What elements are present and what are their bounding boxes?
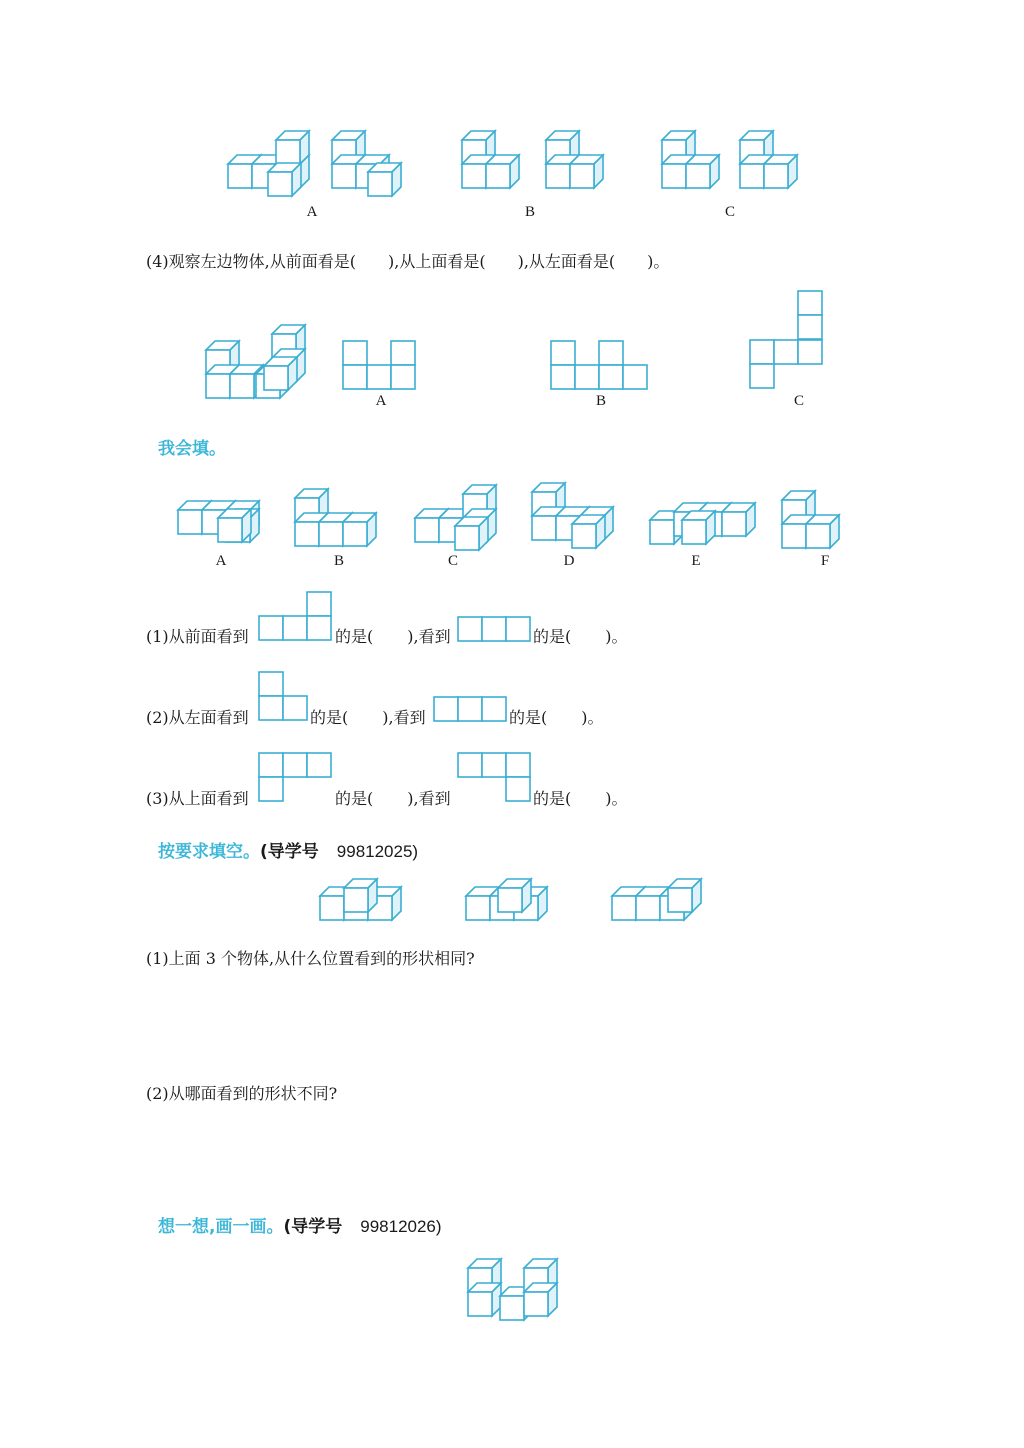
q4-text-4: )。 <box>647 252 670 271</box>
q4-question <box>146 249 669 272</box>
fill-q3-mid <box>335 786 451 809</box>
q4-option-b-label: B <box>595 393 606 409</box>
fill-q3-tail <box>533 786 628 809</box>
cube-front-face <box>218 518 242 542</box>
shape-c-figure <box>413 480 513 552</box>
cube-front-face <box>230 374 254 398</box>
fill-q3-prefix: (3)从上面看到 <box>146 789 249 808</box>
shape-f-figure <box>780 486 860 552</box>
fill-q2-end: )。 <box>581 708 604 727</box>
q4-option-c-view <box>748 290 828 392</box>
fill-q2-mid1: 的是( <box>310 708 349 727</box>
cube-front-face <box>276 140 300 164</box>
section-fill-title: 我会填。 <box>158 439 226 459</box>
fill-q3-mid3: 的是( <box>533 789 572 808</box>
cube-front-face <box>486 164 510 188</box>
q4-option-b-view <box>550 340 654 392</box>
cube-front-face <box>612 896 636 920</box>
top-option-b-figure <box>460 128 610 200</box>
cube-front-face <box>319 522 343 546</box>
cube-front-face <box>682 520 706 544</box>
cube-front-face <box>206 374 230 398</box>
top-option-a-figure <box>226 128 416 200</box>
fill-q3-mid1: 的是( <box>335 789 374 808</box>
q4-text-2: ),从上面看是( <box>388 252 486 271</box>
cube-front-face <box>455 526 479 550</box>
fill-q2-mid3: 的是( <box>509 708 548 727</box>
q4-option-a-label: A <box>375 393 387 409</box>
fill-q1-view-2 <box>457 616 537 644</box>
shape-f-label: F <box>820 553 830 569</box>
fill-q1-mid2: ),看到 <box>407 627 451 646</box>
shape-c-label: C <box>447 553 458 569</box>
fill-q1-prefix: (1)从前面看到 <box>146 627 249 646</box>
fill-q2-view-2 <box>433 696 513 724</box>
cube-front-face <box>498 888 522 912</box>
shape-b-label: B <box>333 553 344 569</box>
q4-text-3: ),从左面看是( <box>517 252 616 271</box>
fill-q1-mid1: 的是( <box>335 627 374 646</box>
q4-option-c-label: C <box>793 393 804 409</box>
cube-front-face <box>368 172 392 196</box>
shape-b-figure <box>293 484 393 552</box>
cube-front-face <box>462 164 486 188</box>
fill-q2-prefix: (2)从左面看到 <box>146 708 249 727</box>
fill-q2-tail <box>509 705 604 728</box>
cube-front-face <box>524 1292 548 1316</box>
cube-front-face <box>343 522 367 546</box>
cube-front-face <box>570 164 594 188</box>
top-option-c-figure <box>660 128 810 200</box>
cube-front-face <box>546 164 570 188</box>
top-option-a-label: A <box>306 204 318 220</box>
fill-q1-mid <box>335 624 451 647</box>
section-draw-heading: 想一想,画一画。 <box>158 1217 284 1237</box>
cube-front-face <box>722 512 746 536</box>
req-question-2: (2)从哪面看到的形状不同? <box>146 1084 338 1103</box>
cube-front-face <box>264 366 288 390</box>
shape-a-figure <box>176 490 276 552</box>
cube-front-face <box>764 164 788 188</box>
fill-q1-tail <box>533 624 628 647</box>
shape-d-label: D <box>563 553 575 569</box>
fill-q3-view-1 <box>258 752 338 804</box>
req-object-3 <box>610 878 706 926</box>
section-requirements-heading: 按要求填空。 <box>158 842 260 862</box>
cube-front-face <box>662 164 686 188</box>
section-draw-ref-number: 99812026) <box>360 1217 442 1236</box>
fill-q2-mid2: ),看到 <box>382 708 426 727</box>
fill-q1-view-1 <box>258 591 338 643</box>
section-requirements-title <box>158 837 418 862</box>
cube-front-face <box>782 524 806 548</box>
fill-q3-mid2: ),看到 <box>407 789 451 808</box>
q4-option-a-view <box>342 340 422 392</box>
section-requirements-ref-label: (导学号 <box>260 842 319 862</box>
fill-q1-mid3: 的是( <box>533 627 572 646</box>
cube-front-face <box>268 172 292 196</box>
cube-front-face <box>740 164 764 188</box>
req-object-1 <box>318 878 408 926</box>
fill-q3-view-2 <box>457 752 537 804</box>
section-requirements-ref-number: 99812025) <box>336 842 419 861</box>
fill-q2-mid <box>310 705 426 728</box>
req-object-2 <box>464 878 554 926</box>
cube-front-face <box>532 516 556 540</box>
cube-front-face <box>686 164 710 188</box>
top-option-b-label: B <box>524 204 535 220</box>
fill-q2-view-1 <box>258 671 314 723</box>
cube-front-face <box>320 896 344 920</box>
top-option-c-label: C <box>724 204 735 220</box>
cube-front-face <box>178 510 202 534</box>
section-draw-ref-label: (导学号 <box>283 1217 343 1237</box>
cube-front-face <box>500 1296 524 1320</box>
cube-front-face <box>415 518 439 542</box>
fill-q1-end: )。 <box>605 627 628 646</box>
cube-front-face <box>668 888 692 912</box>
shape-a-label: A <box>215 553 227 569</box>
q4-object-figure <box>198 322 318 412</box>
q4-text-1: (4)观察左边物体,从前面看是( <box>146 252 356 271</box>
shape-e-label: E <box>691 553 701 569</box>
cube-front-face <box>295 522 319 546</box>
section-draw-title <box>158 1212 442 1237</box>
shape-d-figure <box>530 478 630 552</box>
cube-front-face <box>572 524 596 548</box>
cube-front-face <box>228 164 252 188</box>
cube-front-face <box>468 1292 492 1316</box>
shape-e-figure <box>648 492 758 552</box>
cube-front-face <box>332 164 356 188</box>
fill-q3-end: )。 <box>605 789 628 808</box>
cube-front-face <box>344 888 368 912</box>
cube-front-face <box>636 896 660 920</box>
cube-front-face <box>466 896 490 920</box>
draw-object-figure <box>466 1256 566 1330</box>
cube-front-face <box>650 520 674 544</box>
cube-front-face <box>806 524 830 548</box>
req-question-1: (1)上面 3 个物体,从什么位置看到的形状相同? <box>146 949 475 968</box>
